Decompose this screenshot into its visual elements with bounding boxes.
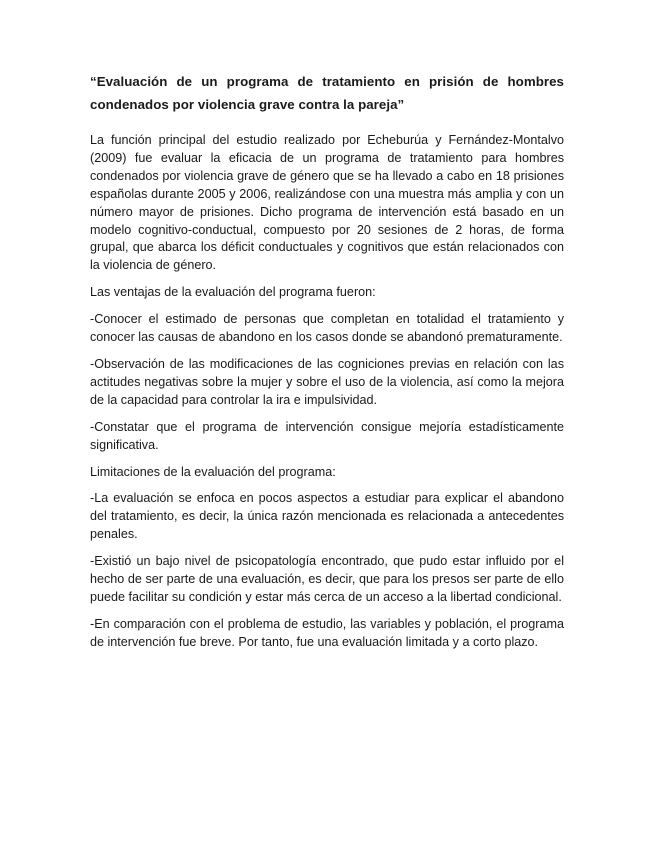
paragraph-advantage-1: -Conocer el estimado de personas que completan en totalidad el tratamiento y conocer las causas de abandono en los casos donde se abandonó prematuramente. [90, 312, 564, 345]
document-page [90, 70, 564, 661]
paragraph-limitations-heading: Limitaciones de la evaluación del programa: [90, 464, 336, 479]
paragraph-limitation-3: -En comparación con el problema de estudio, las variables y población, el programa de intervención fue breve. Por tanto, fue una evaluación limitada y a corto plazo. [90, 616, 564, 649]
paragraph-advantages-heading: Las ventajas de la evaluación del programa fueron: [90, 285, 376, 300]
document-title: “Evaluación de un programa de tratamiento en prisión de hombres condenados por violencia grave contra la pareja” [90, 74, 564, 112]
paragraph-intro: La función principal del estudio realizado por Echeburúa y Fernández-Montalvo (2009) fue evaluar la eficacia de un programa de tratamiento para hombres condenados por violencia grave de género que se ha llevado a cabo en 18 prisiones españolas durante 2005 y 2006, realizándose con una muestra más amplia y con un número mayor de prisiones. Dicho programa de intervención está basado en un modelo cognitivo-conductual, compuesto por 20 sesiones de 2 horas, de forma grupal, que abarca los déficit conductuales y cognitivos que están relacionados con la violencia de género. [90, 133, 564, 273]
paragraph-limitation-1: -La evaluación se enfoca en pocos aspectos a estudiar para explicar el abandono del tratamiento, es decir, la única razón mencionada es relacionada a antecedentes penales. [90, 491, 564, 542]
paragraph-limitation-2: -Existió un bajo nivel de psicopatología encontrado, que pudo estar influido por el hecho de ser parte de una evaluación, es decir, que para los presos ser parte de ello puede facilitar su condición y estar más cerca de un acceso a la libertad condicional. [90, 554, 564, 604]
paragraph-advantage-3: -Constatar que el programa de intervención consigue mejoría estadísticamente significativa. [90, 419, 564, 452]
paragraph-advantage-2: -Observación de las modificaciones de las cogniciones previas en relación con las actitudes negativas sobre la mujer y sobre el uso de la violencia, así como la mejora de la capacidad para controlar la ira e impulsividad. [90, 356, 564, 407]
